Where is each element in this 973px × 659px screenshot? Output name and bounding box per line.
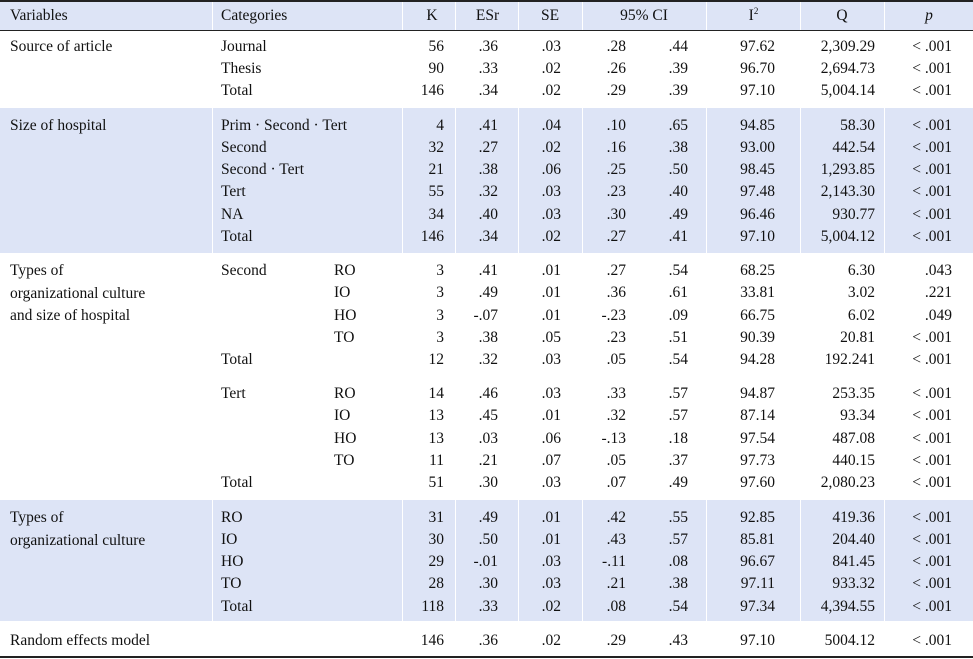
cell-cat: Total xyxy=(221,474,253,491)
cell-ci-low: -.11 xyxy=(602,553,626,570)
cell-esr: .41 xyxy=(478,262,498,279)
header-i2-superscript: 2 xyxy=(753,6,759,16)
table-row xyxy=(0,80,973,102)
cell-p: < .001 xyxy=(912,183,952,200)
cell-q: 253.35 xyxy=(832,385,875,402)
cell-cat: Second xyxy=(221,139,267,156)
cell-ci-low: .07 xyxy=(606,474,626,491)
cell-k: 146 xyxy=(420,632,444,649)
cell-ci-low: .05 xyxy=(606,351,626,368)
table-row xyxy=(0,573,973,595)
cell-se: .01 xyxy=(541,407,561,424)
cell-esr: .38 xyxy=(478,329,498,346)
cell-se: .02 xyxy=(541,228,561,245)
cell-i2: 87.14 xyxy=(740,407,775,424)
cell-p: < .001 xyxy=(912,430,952,447)
cell-ci-low: .33 xyxy=(606,385,626,402)
cell-k: 51 xyxy=(428,474,444,491)
table-row xyxy=(0,383,973,405)
header-esr: ESr xyxy=(475,7,500,24)
cell-ci-low: .21 xyxy=(606,575,626,592)
cell-i2: 97.62 xyxy=(740,38,775,55)
cell-i2: 85.81 xyxy=(740,531,775,548)
cell-sub: IO xyxy=(334,407,351,424)
cell-k: 12 xyxy=(428,351,444,368)
table-row xyxy=(0,159,973,181)
header-k: K xyxy=(426,7,438,24)
cell-esr: .03 xyxy=(478,430,498,447)
cell-se: .07 xyxy=(541,452,561,469)
cell-k: 13 xyxy=(428,407,444,424)
cell-cat: NA xyxy=(221,206,244,223)
table-row xyxy=(0,630,973,652)
cell-p: .049 xyxy=(924,307,952,324)
cell-esr: .30 xyxy=(478,575,498,592)
cell-ci-low: .30 xyxy=(606,206,626,223)
cell-p: < .001 xyxy=(912,553,952,570)
cell-cat: Second xyxy=(221,262,267,279)
cell-i2: 33.81 xyxy=(740,284,775,301)
cell-esr: .45 xyxy=(478,407,498,424)
cell-se: .01 xyxy=(541,509,561,526)
cell-k: 56 xyxy=(428,38,444,55)
cell-ci-high: .41 xyxy=(668,228,688,245)
cell-p: < .001 xyxy=(912,139,952,156)
cell-esr: .33 xyxy=(478,60,498,77)
cell-esr: .34 xyxy=(478,82,498,99)
table-header xyxy=(0,0,973,31)
cell-se: .03 xyxy=(541,206,561,223)
cell-cat: Prim · Second · Tert xyxy=(221,117,348,134)
table-row xyxy=(0,472,973,494)
cell-q: 440.15 xyxy=(832,452,875,469)
header-i2 xyxy=(707,0,800,32)
cell-k: 32 xyxy=(428,139,444,156)
header-se: SE xyxy=(540,7,560,24)
cell-i2: 98.45 xyxy=(740,161,775,178)
cell-k: 28 xyxy=(428,575,444,592)
cell-q: 841.45 xyxy=(832,553,875,570)
cell-p: < .001 xyxy=(912,38,952,55)
cell-sub: HO xyxy=(334,430,357,447)
cell-k: 34 xyxy=(428,206,444,223)
cell-k: 118 xyxy=(421,598,444,615)
cell-p: < .001 xyxy=(912,206,952,223)
cell-se: .02 xyxy=(541,82,561,99)
cell-esr: .50 xyxy=(478,531,498,548)
cell-ci-high: .18 xyxy=(668,430,688,447)
cell-i2: 94.28 xyxy=(740,351,775,368)
cell-esr: .36 xyxy=(478,632,498,649)
cell-i2: 90.39 xyxy=(740,329,775,346)
cell-i2: 66.75 xyxy=(740,307,775,324)
cell-se: .04 xyxy=(541,117,561,134)
cell-se: .02 xyxy=(541,598,561,615)
cell-k: 11 xyxy=(429,452,444,469)
cell-q: 20.81 xyxy=(840,329,875,346)
cell-esr: .34 xyxy=(478,228,498,245)
cell-ci-high: .08 xyxy=(668,553,688,570)
cell-ci-high: .65 xyxy=(668,117,688,134)
cell-p: < .001 xyxy=(912,82,952,99)
cell-i2: 92.85 xyxy=(740,509,775,526)
cell-ci-low: .27 xyxy=(606,262,626,279)
table-row xyxy=(0,529,973,551)
cell-ci-high: .39 xyxy=(668,82,688,99)
cell-ci-high: .38 xyxy=(668,575,688,592)
cell-i2: 97.54 xyxy=(740,430,775,447)
table-row xyxy=(0,137,973,159)
cell-p: < .001 xyxy=(912,228,952,245)
cell-ci-high: .54 xyxy=(668,598,688,615)
cell-esr: .46 xyxy=(478,385,498,402)
cell-i2: 96.67 xyxy=(740,553,775,570)
cell-i2: 97.34 xyxy=(740,598,775,615)
cell-k: 31 xyxy=(428,509,444,526)
cell-cat: Second · Tert xyxy=(221,161,304,178)
cell-ci-low: .27 xyxy=(606,228,626,245)
cell-se: .02 xyxy=(541,60,561,77)
cell-ci-high: .55 xyxy=(668,509,688,526)
cell-sub: TO xyxy=(334,329,355,346)
cell-i2: 94.85 xyxy=(740,117,775,134)
group-label-size-of-hospital: Size of hospital xyxy=(10,117,107,134)
cell-ci-low: .05 xyxy=(606,452,626,469)
bottom-rule xyxy=(0,656,973,658)
cell-ci-high: .50 xyxy=(668,161,688,178)
cell-ci-low: .23 xyxy=(606,183,626,200)
table-row xyxy=(0,260,973,282)
cell-ci-low: .29 xyxy=(606,632,626,649)
cell-q: 5004.12 xyxy=(824,632,875,649)
cell-ci-low: .32 xyxy=(606,407,626,424)
cell-p: < .001 xyxy=(912,531,952,548)
cell-i2: 97.11 xyxy=(740,575,775,592)
cell-ci-low: .43 xyxy=(606,531,626,548)
cell-se: .01 xyxy=(541,531,561,548)
cell-ci-low: .08 xyxy=(606,598,626,615)
table-row xyxy=(0,405,973,427)
cell-k: 29 xyxy=(428,553,444,570)
cell-q: 58.30 xyxy=(840,117,875,134)
cell-sub: TO xyxy=(334,452,355,469)
cell-p: < .001 xyxy=(912,575,952,592)
cell-i2: 94.87 xyxy=(740,385,775,402)
cell-se: .01 xyxy=(541,284,561,301)
cell-ci-low: .16 xyxy=(606,139,626,156)
cell-q: 2,080.23 xyxy=(820,474,875,491)
cell-q: 4,394.55 xyxy=(820,598,875,615)
table-row xyxy=(0,551,973,573)
cell-k: 3 xyxy=(436,284,444,301)
cell-q: 5,004.12 xyxy=(820,228,875,245)
cell-i2: 97.73 xyxy=(740,452,775,469)
cell-se: .03 xyxy=(541,385,561,402)
cell-ci-high: .49 xyxy=(668,206,688,223)
cell-k: 146 xyxy=(420,228,444,245)
cell-i2: 68.25 xyxy=(740,262,775,279)
group-label-random-effects: Random effects model xyxy=(10,632,151,649)
cell-esr: .40 xyxy=(478,206,498,223)
cell-ci-high: .49 xyxy=(668,474,688,491)
cell-k: 13 xyxy=(428,430,444,447)
cell-se: .01 xyxy=(541,307,561,324)
cell-esr: .21 xyxy=(478,452,498,469)
cell-ci-high: .54 xyxy=(668,262,688,279)
cell-k: 146 xyxy=(420,82,444,99)
cell-p: .221 xyxy=(924,284,952,301)
cell-ci-high: .57 xyxy=(668,385,688,402)
cell-q: 419.36 xyxy=(832,509,875,526)
cell-ci-low: .42 xyxy=(606,509,626,526)
cell-ci-low: .29 xyxy=(606,82,626,99)
cell-ci-high: .61 xyxy=(668,284,688,301)
table-row xyxy=(0,204,973,226)
cell-q: 93.34 xyxy=(840,407,875,424)
cell-cat: Journal xyxy=(221,38,267,55)
cell-se: .03 xyxy=(541,474,561,491)
header-ci: 95% CI xyxy=(620,7,668,24)
cell-se: .02 xyxy=(541,139,561,156)
cell-cat: Total xyxy=(221,82,253,99)
cell-p: < .001 xyxy=(912,598,952,615)
cell-q: 930.77 xyxy=(832,206,875,223)
cell-p: < .001 xyxy=(912,329,952,346)
cell-esr: .27 xyxy=(478,139,498,156)
cell-esr: .33 xyxy=(478,598,498,615)
cell-i2: 97.60 xyxy=(740,474,775,491)
cell-ci-low: .26 xyxy=(606,60,626,77)
cell-se: .02 xyxy=(541,632,561,649)
cell-p: < .001 xyxy=(912,351,952,368)
cell-q: 487.08 xyxy=(832,430,875,447)
cell-se: .01 xyxy=(541,262,561,279)
cell-k: 55 xyxy=(428,183,444,200)
cell-se: .06 xyxy=(541,161,561,178)
table-row xyxy=(0,428,973,450)
cell-i2: 97.10 xyxy=(740,632,775,649)
header-q: Q xyxy=(836,7,848,24)
table-row xyxy=(0,36,973,58)
cell-esr: .32 xyxy=(478,351,498,368)
table-row xyxy=(0,450,973,472)
cell-cat: RO xyxy=(221,509,243,526)
cell-esr: .38 xyxy=(478,161,498,178)
cell-ci-high: .51 xyxy=(668,329,688,346)
cell-se: .03 xyxy=(541,575,561,592)
cell-p: < .001 xyxy=(912,385,952,402)
cell-q: 6.02 xyxy=(847,307,875,324)
cell-esr: .49 xyxy=(478,284,498,301)
cell-q: 6.30 xyxy=(847,262,875,279)
cell-p: < .001 xyxy=(912,161,952,178)
group-label-source-of-article: Source of article xyxy=(10,38,113,55)
cell-q: 204.40 xyxy=(832,531,875,548)
cell-ci-high: .40 xyxy=(668,183,688,200)
cell-se: .05 xyxy=(541,329,561,346)
cell-p: .043 xyxy=(924,262,952,279)
table-row xyxy=(0,58,973,80)
cell-cat: Thesis xyxy=(221,60,262,77)
cell-cat: Total xyxy=(221,351,253,368)
cell-ci-low: .25 xyxy=(606,161,626,178)
cell-esr: .32 xyxy=(478,183,498,200)
cell-sub: RO xyxy=(334,262,356,279)
cell-se: .06 xyxy=(541,430,561,447)
cell-q: 192.241 xyxy=(824,351,875,368)
cell-i2: 93.00 xyxy=(740,139,775,156)
cell-p: < .001 xyxy=(912,632,952,649)
header-variables: Variables xyxy=(10,7,68,24)
cell-ci-high: .43 xyxy=(668,632,688,649)
cell-p: < .001 xyxy=(912,407,952,424)
cell-ci-low: .36 xyxy=(606,284,626,301)
cell-cat: Total xyxy=(221,228,253,245)
table-row xyxy=(0,181,973,203)
cell-ci-high: .39 xyxy=(668,60,688,77)
cell-i2: 97.48 xyxy=(740,183,775,200)
cell-sub: RO xyxy=(334,385,356,402)
cell-q: 5,004.14 xyxy=(820,82,875,99)
table-row xyxy=(0,282,973,304)
cell-k: 30 xyxy=(428,531,444,548)
cell-p: < .001 xyxy=(912,60,952,77)
cell-ci-high: .09 xyxy=(668,307,688,324)
cell-k: 4 xyxy=(436,117,444,134)
cell-cat: Tert xyxy=(221,385,246,402)
cell-ci-low: -.13 xyxy=(601,430,626,447)
cell-ci-high: .37 xyxy=(668,452,688,469)
cell-q: 2,309.29 xyxy=(820,38,875,55)
cell-k: 90 xyxy=(428,60,444,77)
cell-se: .03 xyxy=(541,183,561,200)
cell-esr: .36 xyxy=(478,38,498,55)
cell-ci-low: .10 xyxy=(606,117,626,134)
cell-ci-high: .38 xyxy=(668,139,688,156)
group-label-types-of-culture: Types of organizational culture xyxy=(10,509,146,549)
cell-esr: .49 xyxy=(478,509,498,526)
cell-k: 3 xyxy=(436,307,444,324)
cell-esr: -.07 xyxy=(473,307,498,324)
cell-q: 933.32 xyxy=(832,575,875,592)
cell-ci-low: .23 xyxy=(606,329,626,346)
table-row xyxy=(0,115,973,137)
group-label-culture-and-size: Types of organizational culture and size of hospital xyxy=(10,262,146,324)
header-i2-base: I xyxy=(748,7,754,24)
cell-sub: IO xyxy=(334,284,351,301)
cell-i2: 97.10 xyxy=(740,228,775,245)
cell-k: 3 xyxy=(436,329,444,346)
cell-cat: HO xyxy=(221,553,244,570)
cell-ci-high: .57 xyxy=(668,531,688,548)
cell-ci-high: .54 xyxy=(668,351,688,368)
cell-se: .03 xyxy=(541,351,561,368)
table-row xyxy=(0,507,973,529)
cell-q: 442.54 xyxy=(832,139,875,156)
cell-ci-high: .57 xyxy=(668,407,688,424)
cell-k: 14 xyxy=(428,385,444,402)
cell-q: 2,143.30 xyxy=(820,183,875,200)
cell-cat: Tert xyxy=(221,183,246,200)
cell-i2: 96.70 xyxy=(740,60,775,77)
cell-cat: Total xyxy=(221,598,253,615)
cell-q: 2,694.73 xyxy=(820,60,875,77)
table-row xyxy=(0,305,973,327)
header-categories: Categories xyxy=(221,7,288,24)
cell-q: 3.02 xyxy=(847,284,875,301)
cell-k: 3 xyxy=(436,262,444,279)
cell-p: < .001 xyxy=(912,509,952,526)
cell-p: < .001 xyxy=(912,117,952,134)
cell-i2: 97.10 xyxy=(740,82,775,99)
cell-k: 21 xyxy=(428,161,444,178)
table-row xyxy=(0,226,973,248)
cell-se: .03 xyxy=(541,553,561,570)
cell-se: .03 xyxy=(541,38,561,55)
cell-cat: TO xyxy=(221,575,242,592)
cell-p: < .001 xyxy=(912,474,952,491)
cell-ci-low: -.23 xyxy=(601,307,626,324)
cell-q: 1,293.85 xyxy=(820,161,875,178)
cell-sub: HO xyxy=(334,307,357,324)
cell-esr: .30 xyxy=(478,474,498,491)
table-row xyxy=(0,327,973,349)
cell-esr: -.01 xyxy=(473,553,498,570)
cell-esr: .41 xyxy=(478,117,498,134)
cell-ci-low: .28 xyxy=(606,38,626,55)
cell-p: < .001 xyxy=(912,452,952,469)
table-row xyxy=(0,596,973,618)
cell-cat: IO xyxy=(221,531,238,548)
cell-i2: 96.46 xyxy=(740,206,775,223)
cell-ci-high: .44 xyxy=(668,38,688,55)
table-row xyxy=(0,349,973,371)
header-p: p xyxy=(925,7,933,24)
